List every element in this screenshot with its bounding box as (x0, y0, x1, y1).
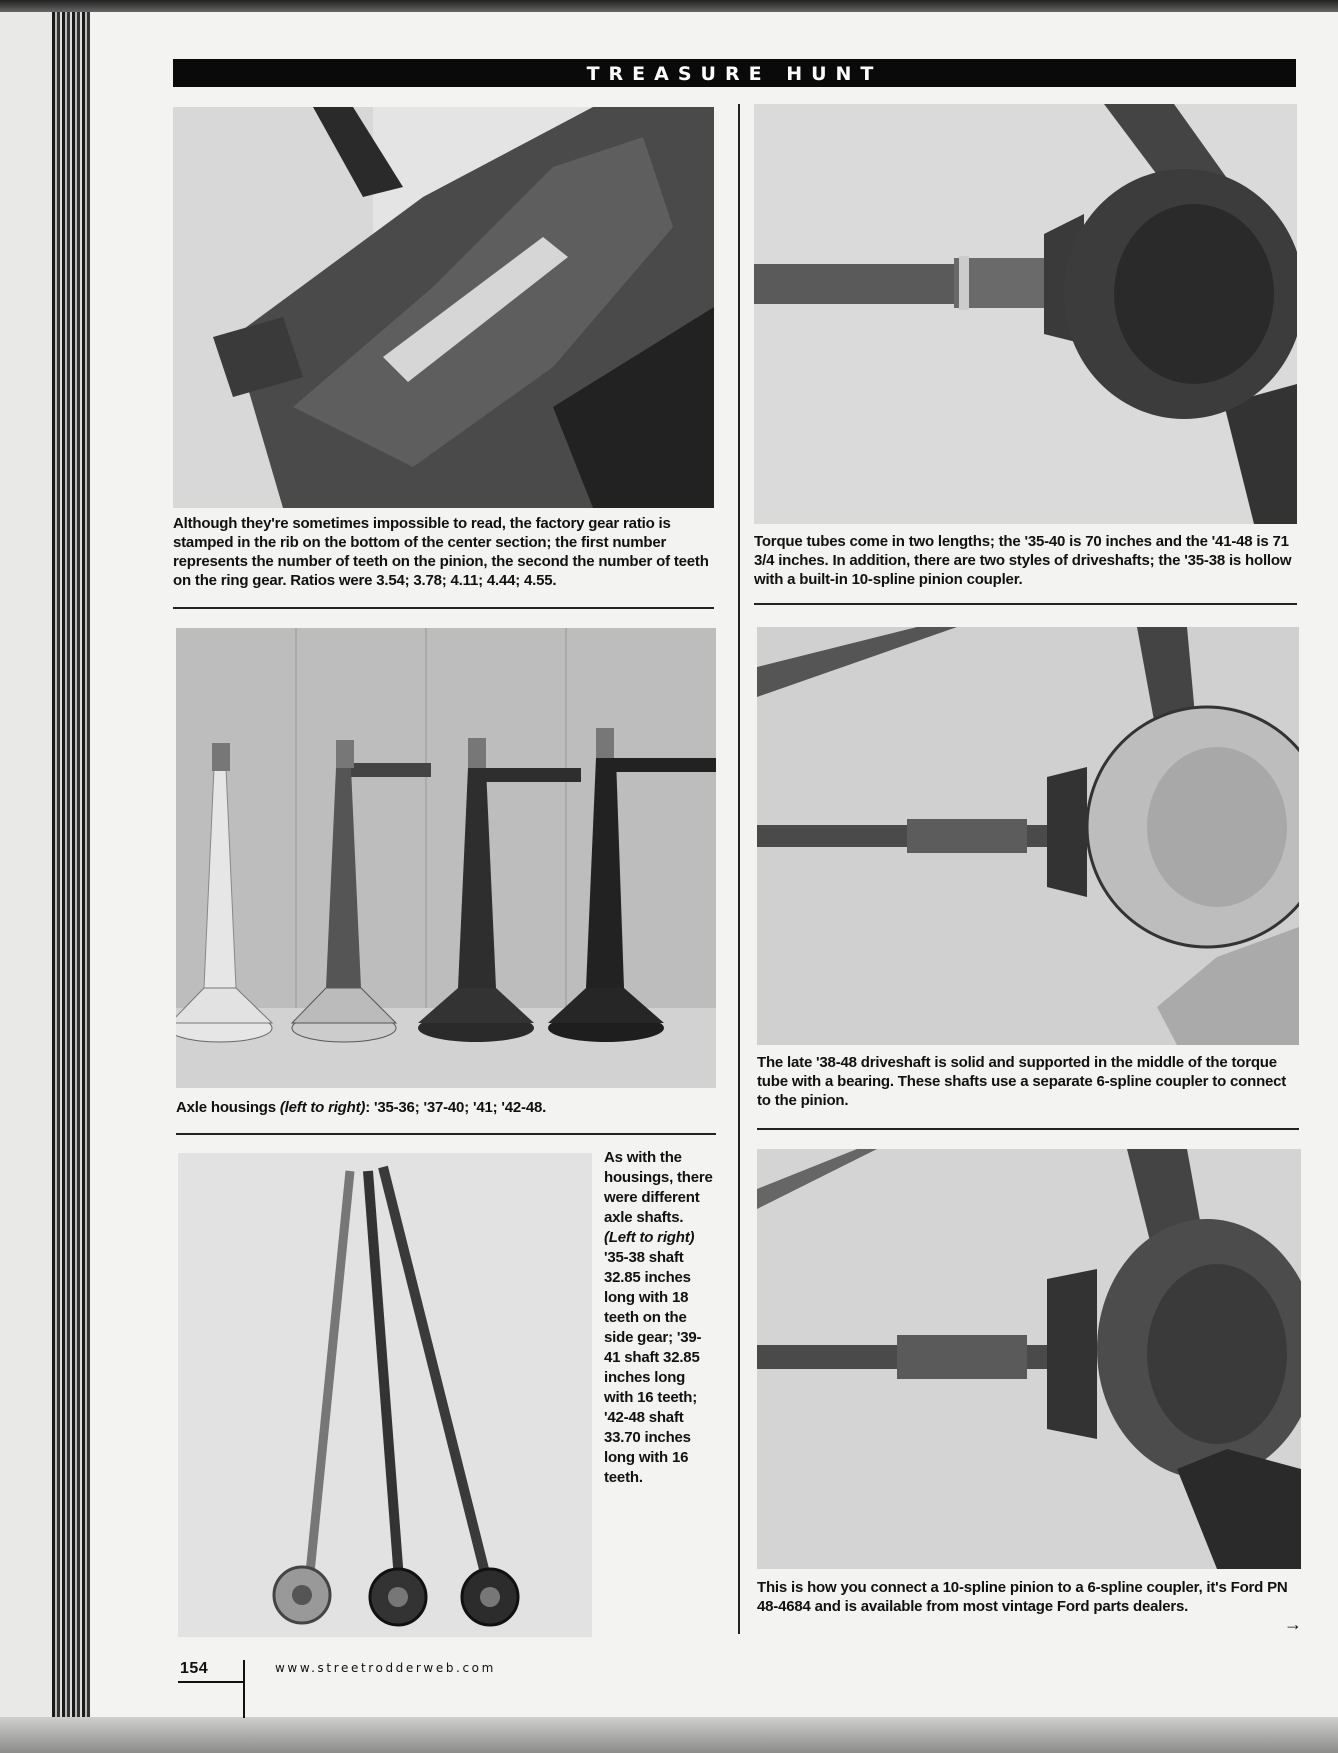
column-divider (738, 104, 740, 1634)
photo-gear-ratio-stamp (173, 107, 714, 508)
caption-axle-housings (176, 1098, 716, 1117)
photo-spline-coupler (757, 1149, 1301, 1569)
rule-middle-left (176, 1133, 716, 1135)
top-edge (0, 0, 1338, 12)
rule-top-left (173, 607, 714, 609)
website-url: www.streetrodderweb.com (275, 1661, 496, 1675)
folio-divider (243, 1660, 245, 1718)
photo-axle-shafts (178, 1153, 592, 1637)
caption-axle-shafts (604, 1148, 714, 1488)
photo-torque-tube (754, 104, 1297, 524)
rule-top-right (754, 603, 1297, 605)
caption-gear-ratio: Although they're sometimes impossible to read, the factory gear ratio is stamped in the rib on the bottom of the center section; the first number represents the number of teeth on the pinion, the second the number of teeth on the ring gear. Ratios were 3.54; 3.78; 4.11; 4.44; 4.55. (173, 515, 709, 589)
bottom-edge (0, 1717, 1338, 1753)
caption-spline-coupler: This is how you connect a 10-spline pinion to a 6-spline coupler, it's Ford PN 48-4684 and is available from most vintage Ford parts dealers. (757, 1579, 1288, 1615)
folio-underline (178, 1681, 244, 1683)
rule-middle-right (757, 1128, 1299, 1130)
caption-late-driveshaft: The late '38-48 driveshaft is solid and supported in the middle of the torque tube with a bearing. These shafts use a separate 6-spline coupler to connect to the pinion. (757, 1054, 1287, 1109)
axle-housings-years: : '35-36; '37-40; '41; '42-48. (365, 1099, 547, 1116)
caption-torque-tubes: Torque tubes come in two lengths; the '35-40 is 70 inches and the '41-48 is 71 3/4 inches. In addition, there are two styles of driveshafts; the '35-38 is hollow with a built-in 10-spline pinion coupler. (754, 533, 1292, 588)
photo-late-driveshaft (757, 627, 1299, 1045)
axle-housings-text: Axle housings (176, 1099, 280, 1116)
magazine-spine (52, 12, 92, 1717)
photo-axle-housings (176, 628, 716, 1088)
continue-arrow: → (1284, 1614, 1302, 1634)
axle-housings-direction: (left to right) (279, 1099, 366, 1116)
axle-shafts-direction: (Left to right) (604, 1229, 695, 1246)
left-margin (0, 12, 52, 1717)
page-number: 154 (180, 1660, 209, 1677)
axle-shafts-text: As with the housings, there were different axle shafts. (604, 1149, 713, 1226)
section-header-bar (173, 59, 1296, 87)
section-title: TREASURE HUNT (586, 63, 883, 85)
axle-shafts-specs: '35-38 shaft 32.85 inches long with 18 teeth on the side gear; '39-41 shaft 32.85 inches long with 16 teeth; '42-48 shaft 33.70 inches long with 16 teeth. (604, 1249, 702, 1486)
